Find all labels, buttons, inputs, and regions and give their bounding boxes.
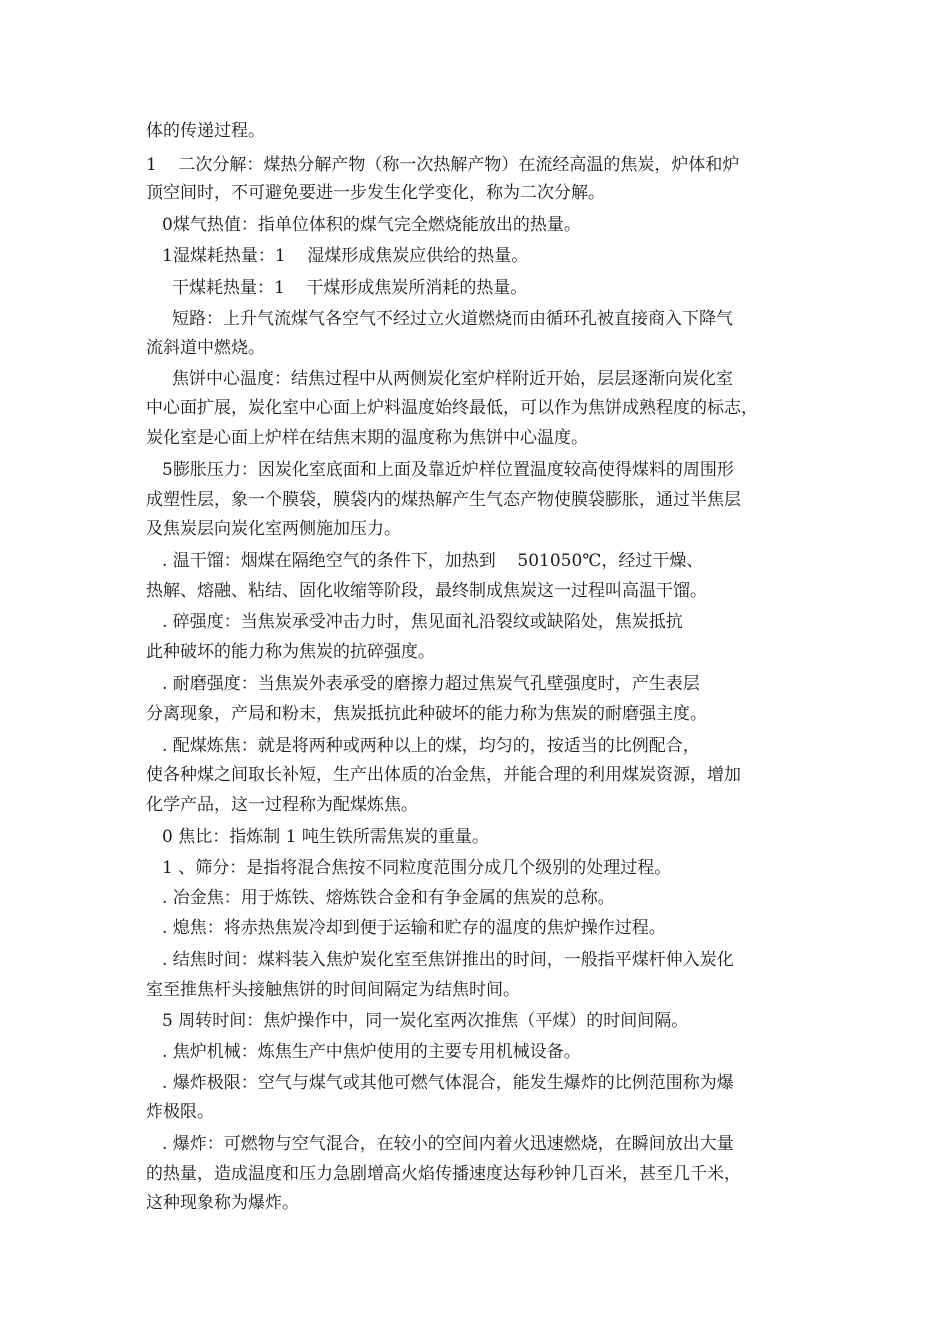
text-line: 成塑性层，象一个膜袋，膜袋内的煤热解产生气态产物使膜袋膨胀，通过半焦层 bbox=[146, 490, 741, 510]
text-line: . 爆炸极限：空气与煤气或其他可燃气体混合，能发生爆炸的比例范围称为爆 bbox=[162, 1073, 734, 1093]
text-line: . 冶金焦：用于炼铁、熔炼铁合金和有争金属的焦炭的总称。 bbox=[162, 888, 615, 908]
text-line: 及焦炭层向炭化室两侧施加压力。 bbox=[146, 519, 401, 539]
text-line: 体的传递过程。 bbox=[146, 121, 265, 141]
text-line: . 熄焦：将赤热焦炭冷却到便于运输和贮存的温度的焦炉操作过程。 bbox=[162, 918, 666, 938]
text-line: 5 周转时间：焦炉操作中，同一炭化室两次推焦（平煤）的时间间隔。 bbox=[162, 1011, 689, 1031]
text-line: 短路：上升气流煤气各空气不经过立火道燃烧而由循环孔被直接商入下降气 bbox=[172, 309, 733, 329]
text-line: 中心面扩展，炭化室中心面上炉料温度始终最低，可以作为焦饼成熟程度的标志， bbox=[146, 398, 758, 418]
text-line: 流斜道中燃烧。 bbox=[146, 338, 265, 358]
text-line: . 爆炸：可燃物与空气混合，在较小的空间内着火迅速燃烧，在瞬间放出大量 bbox=[162, 1134, 734, 1154]
text-line: 顶空间时，不可避免要进一步发生化学变化，称为二次分解。 bbox=[146, 183, 605, 203]
text-line: 0煤气热值：指单位体积的煤气完全燃烧能放出的热量。 bbox=[162, 215, 581, 235]
text-line: . 焦炉机械：炼焦生产中焦炉使用的主要专用机械设备。 bbox=[162, 1042, 581, 1062]
text-line: . 温干馏：烟煤在隔绝空气的条件下，加热到 501050℃，经过干燥、 bbox=[162, 551, 704, 571]
text-line: . 配煤炼焦：就是将两种或两种以上的煤，均匀的，按适当的比例配合， bbox=[162, 736, 700, 756]
text-line: 干煤耗热量：1 干煤形成焦炭所消耗的热量。 bbox=[172, 278, 528, 298]
text-line: 1湿煤耗热量：1 湿煤形成焦炭应供给的热量。 bbox=[162, 246, 529, 266]
text-line: . 结焦时间：煤料装入焦炉炭化室至焦饼推出的时间，一般指平煤杆伸入炭化 bbox=[162, 950, 734, 970]
text-line: 1 二次分解：煤热分解产物（称一次热解产物）在流经高温的焦炭，炉体和炉 bbox=[146, 155, 740, 175]
text-line: 分离现象，产局和粉末，焦炭抵抗此种破坏的能力称为焦炭的耐磨强主度。 bbox=[146, 704, 707, 724]
text-line: . 碎强度：当焦炭承受冲击力时，焦见面礼沿裂纹或缺陷处，焦炭抵抗 bbox=[162, 612, 683, 632]
text-line: 室至推焦杆头接触焦饼的时间间隔定为结焦时间。 bbox=[146, 980, 520, 1000]
text-line: 0 焦比：指炼制 1 吨生铁所需焦炭的重量。 bbox=[162, 827, 489, 847]
text-line: 此种破坏的能力称为焦炭的抗碎强度。 bbox=[146, 642, 435, 662]
text-line: 的热量，造成温度和压力急剧增高火焰传播速度达每秒钟几百米，甚至几千米， bbox=[146, 1164, 741, 1184]
text-line: 这种现象称为爆炸。 bbox=[146, 1193, 299, 1213]
text-line: 热解、熔融、粘结、固化收缩等阶段，最终制成焦炭这一过程叫高温干馏。 bbox=[146, 581, 707, 601]
text-line: 使各种煤之间取长补短，生产出体质的冶金焦，并能合理的利用煤炭资源，增加 bbox=[146, 765, 741, 785]
text-line: 炭化室是心面上炉样在结焦末期的温度称为焦饼中心温度。 bbox=[146, 428, 588, 448]
text-line: . 耐磨强度：当焦炭外表承受的磨擦力超过焦炭气孔壁强度时，产生表层 bbox=[162, 674, 700, 694]
text-line: 5膨胀压力：因炭化室底面和上面及靠近炉样位置温度较高使得煤料的周围形 bbox=[162, 460, 734, 480]
text-line: 1 、筛分：是指将混合焦按不同粒度范围分成几个级别的处理过程。 bbox=[162, 858, 672, 878]
text-line: 焦饼中心温度：结焦过程中从两侧炭化室炉样附近开始，层层逐渐向炭化室 bbox=[172, 369, 733, 389]
text-line: 化学产品，这一过程称为配煤炼焦。 bbox=[146, 795, 418, 815]
text-line: 炸极限。 bbox=[146, 1102, 214, 1122]
